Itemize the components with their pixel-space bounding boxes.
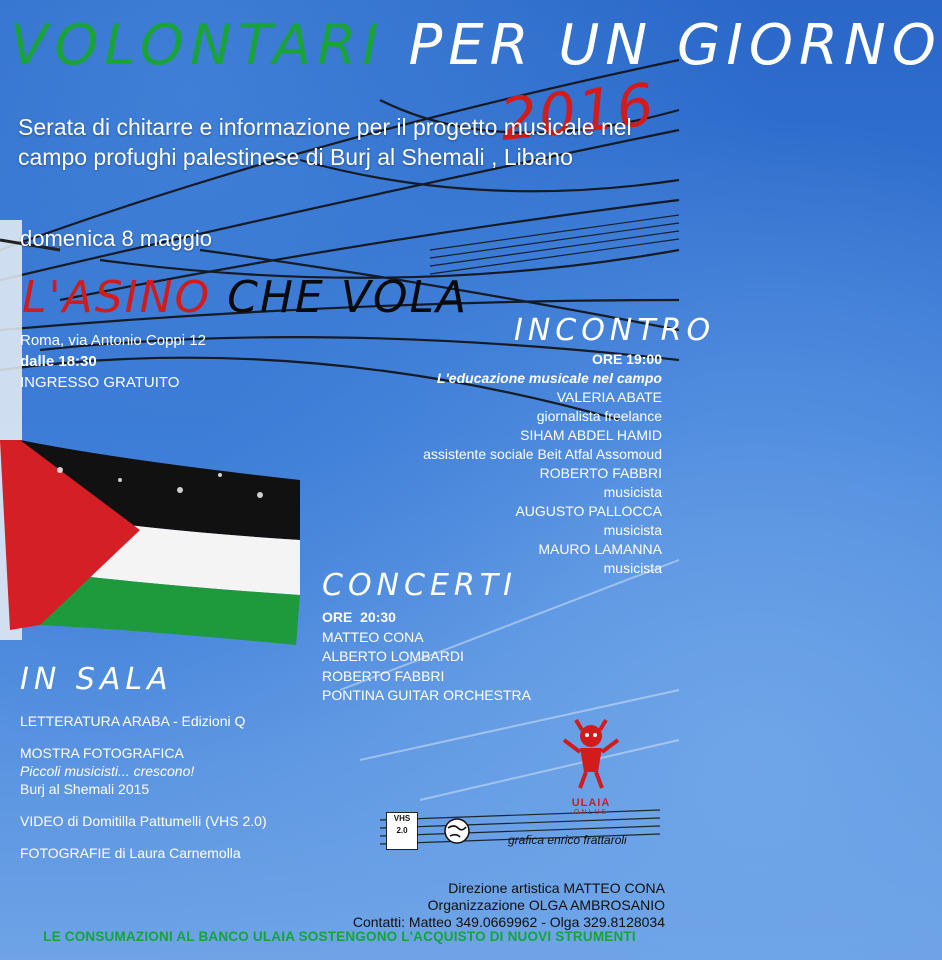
concerti-time: ORE 20:30: [322, 609, 396, 625]
vhs-logo: [386, 812, 418, 850]
sala-mostra-subtitle: Piccoli musicisti... crescono!: [20, 763, 195, 779]
location-entry: INGRESSO GRATUITO: [20, 374, 180, 391]
footer-contacts-block: [353, 880, 665, 931]
sala-letteratura: LETTERATURA ARABA - Edizioni Q: [20, 713, 246, 729]
vhs-logo-version: 2.0: [396, 826, 408, 835]
speaker-role: musicista: [603, 484, 662, 500]
intro-text: Serata di chitarre e informazione per il progetto musicale nel campo profughi palestinese di Burj al Shemali , Libano: [18, 114, 632, 170]
ulaia-logo-text: ULAIA: [571, 797, 611, 809]
sala-mostra-place: Burj al Shemali 2015: [20, 781, 150, 797]
incontro-title: INCONTRO: [514, 313, 716, 348]
location-address: Roma, via Antonio Coppi 12: [20, 332, 206, 349]
graphic-credit: grafica enrico frattaroli: [508, 833, 627, 847]
performer: MATTEO CONA: [322, 628, 424, 645]
footer-organization: Organizzazione OLGA AMBROSANIO: [427, 897, 665, 913]
sala-fotografie: FOTOGRAFIE di Laura Carnemolla: [20, 845, 241, 861]
performer: ROBERTO FABBRI: [322, 667, 445, 684]
sala-video: VIDEO di Domitilla Pattumelli (VHS 2.0): [20, 813, 267, 829]
sala-mostra-title: MOSTRA FOTOGRAFICA: [20, 745, 184, 761]
vhs-logo-text: VHS: [393, 814, 411, 823]
speaker-name: SIHAM ABDEL HAMID: [520, 427, 662, 443]
speaker-role: assistente sociale Beit Atfal Assomoud: [423, 446, 662, 462]
palestine-flag-image: [0, 420, 320, 650]
speaker-name: MAURO LAMANNA: [538, 541, 662, 557]
ulaia-logo: [556, 712, 626, 816]
in-sala-block: [20, 712, 380, 862]
speaker-name: AUGUSTO PALLOCCA: [515, 503, 662, 519]
concerti-title: CONCERTI: [322, 568, 517, 603]
incontro-time: ORE 19:00: [591, 351, 662, 367]
performer: PONTINA GUITAR ORCHESTRA: [322, 687, 531, 703]
concerti-block: [322, 608, 531, 706]
venue-name-part2: CHE VOLA: [227, 272, 469, 323]
ulaia-logo-subtext: ONLUS: [573, 809, 609, 816]
headline-year: 2016: [496, 70, 659, 154]
event-date: domenica 8 maggio: [20, 226, 213, 251]
poster-headline: [10, 13, 942, 78]
footer-banner: LE CONSUMAZIONI AL BANCO ULAIA SOSTENGONO L'ACQUISTO DI NUOVI STRUMENTI: [43, 929, 636, 944]
speaker-role: musicista: [603, 522, 662, 538]
venue-name-part1: L'ASINO: [22, 272, 212, 323]
incontro-block: [322, 350, 662, 578]
footer-contacts: Contatti: Matteo 349.0669962 - Olga 329.8128034: [352, 914, 665, 930]
in-sala-title: IN SALA: [20, 662, 173, 697]
speaker-role: giornalista freelance: [536, 408, 662, 424]
location-time: dalle 18:30: [20, 353, 97, 370]
globe-icon: [444, 818, 470, 844]
speaker-name: ROBERTO FABBRI: [539, 465, 662, 481]
headline-per-un-giorno: PER UN GIORNO: [408, 13, 942, 78]
ulaia-mascot-icon: [556, 712, 626, 792]
location-block: [20, 330, 206, 393]
performer: ALBERTO LOMBARDI: [322, 648, 464, 664]
speaker-role: musicista: [603, 560, 662, 576]
incontro-topic: L'educazione musicale nel campo: [436, 370, 662, 386]
footer-direction: Direzione artistica MATTEO CONA: [448, 880, 665, 896]
speaker-name: VALERIA ABATE: [556, 389, 662, 405]
venue-name: [22, 272, 468, 323]
headline-volontari: VOLONTARI: [10, 13, 385, 78]
